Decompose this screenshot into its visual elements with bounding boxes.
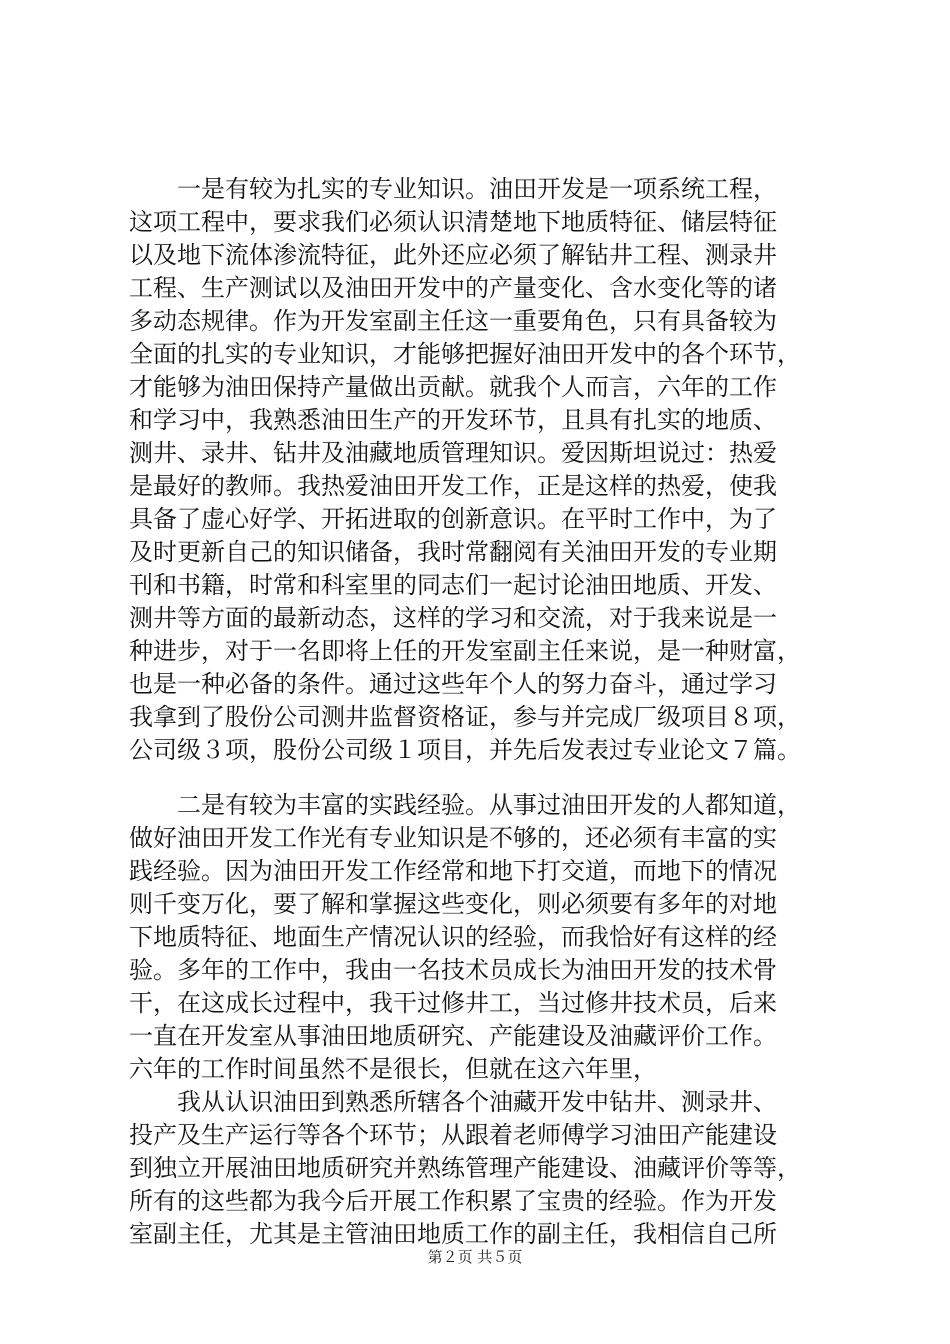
paragraph-1-line: 工程、生产测试以及油田开发中的产量变化、含水变化等的诸 <box>129 274 777 302</box>
paragraph-2-line: 践经验。因为油田开发工作经常和地下打交道，而地下的情况 <box>129 857 777 885</box>
paragraph-1-line: 具备了虚心好学、开拓进取的创新意识。在平时工作中，为了 <box>129 505 777 533</box>
paragraph-1-line: 我拿到了股份公司测井监督资格证，参与并完成厂级项目８项， <box>129 703 801 731</box>
paragraph-2-line: 则千变万化，要了解和掌握这些变化，则必须要有多年的对地 <box>129 890 777 918</box>
paragraph-2-line: 下地质特征、地面生产情况认识的经验，而我恰好有这样的经 <box>129 923 777 951</box>
paragraph-1-line: 及时更新自己的知识储备，我时常翻阅有关油田开发的专业期 <box>129 538 777 566</box>
paragraph-1-line: 这项工程中，要求我们必须认识清楚地下地质特征、储层特征 <box>129 208 777 236</box>
paragraph-1-line: 一是有较为扎实的专业知识。油田开发是一项系统工程， <box>129 175 777 203</box>
paragraph-1-line: 才能够为油田保持产量做出贡献。就我个人而言，六年的工作 <box>129 373 777 401</box>
paragraph-1-line: 是最好的教师。我热爱油田开发工作，正是这样的热爱，使我 <box>129 472 777 500</box>
paragraph-1-line: 测井、录井、钻井及油藏地质管理知识。爱因斯坦说过：热爱 <box>129 439 777 467</box>
paragraph-1-line: 全面的扎实的专业知识，才能够把握好油田开发中的各个环节， <box>129 340 801 368</box>
paragraph-1-line: 种进步，对于一名即将上任的开发室副主任来说，是一种财富， <box>129 637 801 665</box>
paragraph-2-line: 干，在这成长过程中，我干过修井工，当过修井技术员，后来 <box>129 989 777 1017</box>
paragraph-3-line: 所有的这些都为我今后开展工作积累了宝贵的经验。作为开发 <box>129 1187 777 1215</box>
paragraph-1-line: 刊和书籍，时常和科室里的同志们一起讨论油田地质、开发、 <box>129 571 777 599</box>
paragraph-3-line: 投产及生产运行等各个环节；从跟着老师傅学习油田产能建设 <box>129 1121 777 1149</box>
page-number-footer: 第２页 共５页 <box>427 1248 523 1266</box>
paragraph-1-line: 多动态规律。作为开发室副主任这一重要角色，只有具备较为 <box>129 307 777 335</box>
paragraph-1-line: 以及地下流体渗流特征，此外还应必须了解钻井工程、测录井 <box>129 241 777 269</box>
paragraph-2-line: 六年的工作时间虽然不是很长，但就在这六年里， <box>129 1055 657 1083</box>
paragraph-2-line: 做好油田开发工作光有专业知识是不够的，还必须有丰富的实 <box>129 824 777 852</box>
paragraph-1-line: 也是一种必备的条件。通过这些年个人的努力奋斗，通过学习 <box>129 670 777 698</box>
paragraph-3-line: 到独立开展油田地质研究并熟练管理产能建设、油藏评价等等， <box>129 1154 801 1182</box>
paragraph-2-line: 一直在开发室从事油田地质研究、产能建设及油藏评价工作。 <box>129 1022 777 1050</box>
paragraph-3-line: 我从认识油田到熟悉所辖各个油藏开发中钻井、测录井、 <box>129 1088 777 1116</box>
paragraph-2-line: 二是有较为丰富的实践经验。从事过油田开发的人都知道， <box>129 791 801 819</box>
paragraph-1-line: 测井等方面的最新动态，这样的学习和交流，对于我来说是一 <box>129 604 777 632</box>
paragraph-1-line: 和学习中，我熟悉油田生产的开发环节，且具有扎实的地质、 <box>129 406 777 434</box>
paragraph-1-line: 公司级３项，股份公司级１项目，并先后发表过专业论文７篇。 <box>129 736 801 764</box>
paragraph-3-line: 室副主任，尤其是主管油田地质工作的副主任，我相信自己所 <box>129 1220 777 1248</box>
paragraph-2-line: 验。多年的工作中，我由一名技术员成长为油田开发的技术骨 <box>129 956 777 984</box>
